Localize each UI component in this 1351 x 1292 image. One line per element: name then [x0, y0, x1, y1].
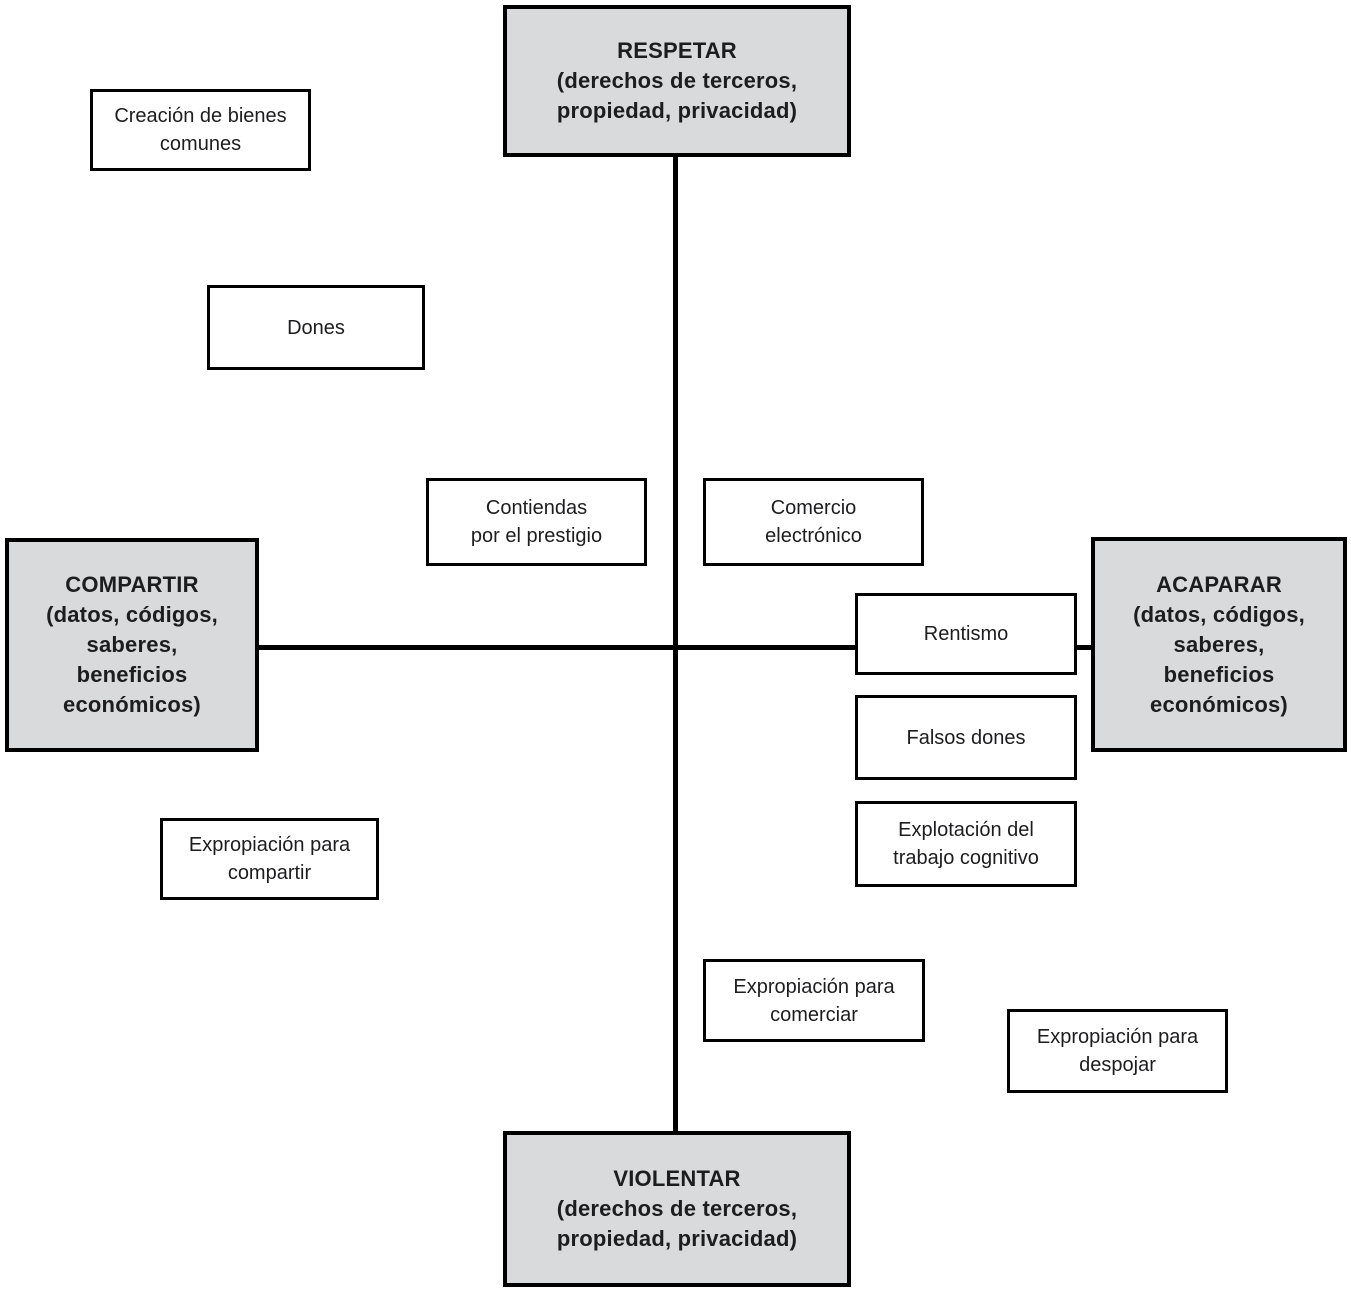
item-box-falsos-dones	[855, 695, 1077, 780]
item-box-dones-text: Dones	[287, 316, 345, 339]
item-box-comercio-electronico	[703, 478, 924, 566]
item-box-expropiacion-despojar-text: Expropiación para despojar	[1036, 1026, 1199, 1076]
item-box-rentismo	[855, 593, 1077, 675]
item-box-explotacion-trabajo-cognitivo	[855, 801, 1077, 887]
quadrant-label-respetar-text: RESPETAR (derechos de terceros, propiedad, privacidad)	[556, 38, 798, 123]
item-box-expropiacion-comerciar	[703, 959, 925, 1042]
item-box-contiendas-prestigio	[426, 478, 647, 566]
item-box-expropiacion-despojar	[1007, 1009, 1228, 1093]
item-box-explotacion-trabajo-cognitivo-text: Explotación del trabajo cognitivo	[893, 819, 1039, 869]
quadrant-label-violentar	[503, 1131, 851, 1287]
quadrant-label-respetar	[503, 5, 851, 157]
item-box-creacion-bienes-comunes-text: Creación de bienes comunes	[114, 105, 287, 155]
quadrant-label-compartir-text: COMPARTIR (datos, códigos, saberes, beneficios económicos)	[46, 572, 218, 717]
item-box-falsos-dones-text: Falsos dones	[906, 726, 1026, 749]
item-box-creacion-bienes-comunes	[90, 89, 311, 171]
item-box-rentismo-text: Rentismo	[923, 623, 1009, 645]
item-box-contiendas-prestigio-text: Contiendas por el prestigio	[470, 497, 603, 547]
quadrant-label-compartir	[5, 538, 259, 752]
vertical-axis-line	[673, 152, 678, 1136]
item-box-dones	[207, 285, 425, 370]
quadrant-label-acaparar-text: ACAPARAR (datos, códigos, saberes, beneficios económicos)	[1133, 571, 1305, 717]
item-box-comercio-electronico-text: Comercio electrónico	[765, 497, 862, 547]
item-box-expropiacion-compartir	[160, 818, 379, 900]
item-box-expropiacion-comerciar-text: Expropiación para comerciar	[733, 975, 895, 1026]
quadrant-label-acaparar	[1091, 537, 1347, 752]
item-box-expropiacion-compartir-text: Expropiación para compartir	[188, 834, 351, 884]
quadrant-label-violentar-text: VIOLENTAR (derechos de terceros, propiedad, privacidad)	[556, 1166, 798, 1251]
